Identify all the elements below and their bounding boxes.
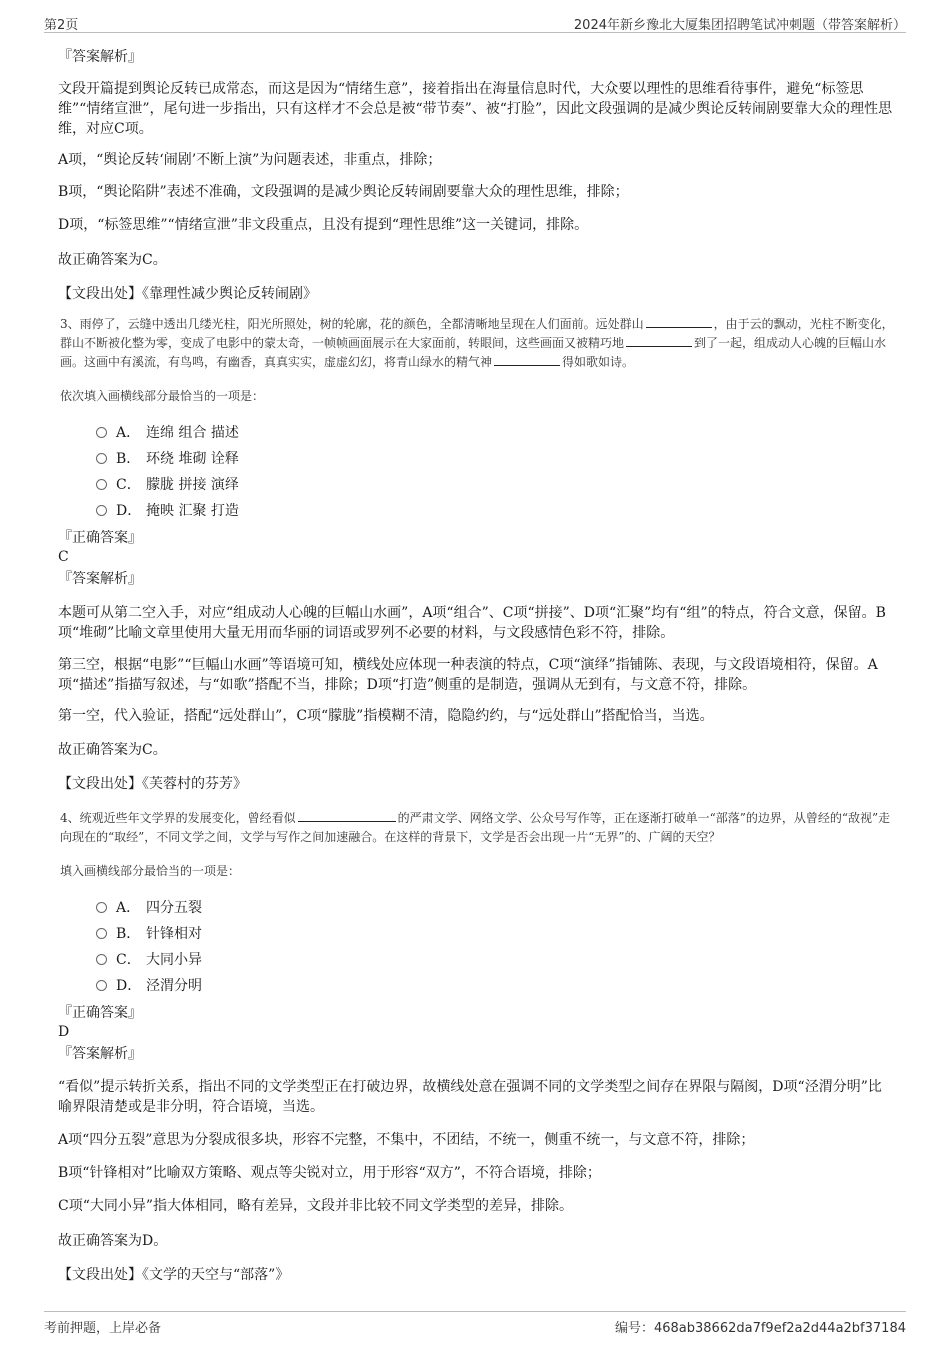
q3-blank-3 bbox=[494, 353, 560, 366]
q4-option-a[interactable]: A． 四分五裂 bbox=[96, 898, 202, 918]
radio-icon[interactable] bbox=[96, 427, 107, 438]
q3-analysis-label: 『答案解析』 bbox=[58, 571, 142, 587]
radio-icon[interactable] bbox=[96, 453, 107, 464]
document-title: 2024年新乡豫北大厦集团招聘笔试冲刺题（带答案解析） bbox=[573, 18, 906, 33]
q2-source: 【文段出处】《靠理性减少舆论反转闹剧》 bbox=[58, 286, 317, 302]
page-header bbox=[44, 12, 906, 33]
document-id: 编号：468ab38662da7f9ef2a2d44a2bf37184 bbox=[614, 1321, 906, 1336]
q3-answer: C bbox=[58, 549, 69, 565]
q2-analysis-para2: A项，“舆论反转‘闹剧’不断上演”为问题表述，非重点，排除； bbox=[58, 152, 442, 168]
q4-conclusion: 故正确答案为D。 bbox=[58, 1233, 168, 1249]
q4-source: 【文段出处】《文学的天空与“部落”》 bbox=[58, 1267, 290, 1283]
q2-analysis-label: 『答案解析』 bbox=[58, 49, 142, 65]
radio-icon[interactable] bbox=[96, 954, 107, 965]
radio-icon[interactable] bbox=[96, 980, 107, 991]
q4-stem: 4、统观近些年文学界的发展变化，曾经看似 的严肃文学、网络文学、公众号写作等，正在逐渐打破单一“部落”的边界，从曾经的“敌视”走向现在的“取经”，不同文学之间，文学与写作之间加速融合。在这样的背景下，文学是否会出现一片“无界”的、广阔的天空？ bbox=[60, 811, 891, 844]
q3-stem: 3、雨停了，云缝中透出几缕光柱，阳光所照处，树的轮廓，花的颜色，全都清晰地呈现在人们面前。远处群山 ，由于云的飘动，光柱不断变化，群山不断被化整为零，变成了电影中的蒙太奇，一帧帧画面展示在大家面前，转眼间，这些画面又被精巧地 到了一起，组成动人心魄的巨幅山水画。这画中有溪流，有鸟鸣，有幽香，真真实实，虚虚幻幻，将青山绿水的精气神 得如歌如诗。 bbox=[60, 317, 894, 369]
radio-icon[interactable] bbox=[96, 902, 107, 913]
q3-option-b[interactable]: B． 环绕 堆砌 诠释 bbox=[96, 449, 239, 469]
q4-answer: D bbox=[58, 1024, 70, 1040]
q2-analysis-para4: D项，“标签思维”“情绪宣泄”非文段重点，且没有提到“理性思维”这一关键词，排除。 bbox=[58, 217, 589, 233]
q3-option-d[interactable]: D． 掩映 汇聚 打造 bbox=[96, 501, 239, 521]
q4-answer-label: 『正确答案』 bbox=[58, 1005, 142, 1021]
q4-analysis-para4: C项“大同小异”指大体相同，略有差异，文段并非比较不同文学类型的差异，排除。 bbox=[58, 1198, 574, 1214]
q3-option-c[interactable]: C． 朦胧 拼接 演绎 bbox=[96, 475, 239, 495]
radio-icon[interactable] bbox=[96, 928, 107, 939]
footer-slogan: 考前押题，上岸必备 bbox=[44, 1321, 162, 1336]
radio-icon[interactable] bbox=[96, 479, 107, 490]
q4-analysis-para2: A项“四分五裂”意思为分裂成很多块，形容不完整，不集中，不团结，不统一，侧重不统一，与文意不符，排除； bbox=[58, 1132, 755, 1148]
q4-blank bbox=[298, 809, 396, 822]
q2-analysis-para1: 文段开篇提到舆论反转已成常态，而这是因为“情绪生意”，接着指出在海量信息时代，大众要以理性的思维看待事件，避免“标签思维”“情绪宣泄”，尾句进一步指出，只有这样才不会总是被“带节奏”、被“打脸”，因此文段强调的是减少舆论反转闹剧要靠大众的理性思维，对应C项。 bbox=[58, 81, 893, 137]
q4-option-b[interactable]: B． 针锋相对 bbox=[96, 924, 202, 944]
q3-conclusion: 故正确答案为C。 bbox=[58, 742, 167, 758]
q2-conclusion: 故正确答案为C。 bbox=[58, 252, 167, 268]
page-footer bbox=[44, 1311, 906, 1336]
q4-prompt: 填入画横线部分最恰当的一项是： bbox=[60, 864, 241, 878]
q3-analysis-para1: 本题可从第二空入手，对应“组成动人心魄的巨幅山水画”，A项“组合”、C项“拼接”、D项“汇聚”均有“组”的特点，符合文意，保留。B项“堆砌”比喻文章里使用大量无用而华丽的词语或罗列不必要的材料，与文段感情色彩不符，排除。 bbox=[58, 605, 886, 641]
q3-option-a[interactable]: A． 连绵 组合 描述 bbox=[96, 423, 239, 443]
page-number: 第2页 bbox=[44, 18, 79, 33]
q3-analysis-para2: 第三空，根据“电影”“巨幅山水画”等语境可知，横线处应体现一种表演的特点，C项“演绎”指铺陈、表现，与文段语境相符，保留。A项“描述”指描写叙述，与“如歌”搭配不当，排除；D项“打造”侧重的是制造，强调从无到有，与文意不符，排除。 bbox=[58, 657, 878, 693]
q3-analysis-para3: 第一空，代入验证，搭配“远处群山”，C项“朦胧”指模糊不清，隐隐约约，与“远处群山”搭配恰当，当选。 bbox=[58, 708, 714, 724]
q4-option-d[interactable]: D． 泾渭分明 bbox=[96, 976, 202, 996]
q4-analysis-para1: “看似”提示转折关系，指出不同的文学类型正在打破边界，故横线处意在强调不同的文学类型之间存在界限与隔阂，D项“泾渭分明”比喻界限清楚或是非分明，符合语境，当选。 bbox=[58, 1079, 882, 1115]
q2-analysis-para3: B项，“舆论陷阱”表述不准确，文段强调的是减少舆论反转闹剧要靠大众的理性思维，排除； bbox=[58, 184, 629, 200]
q3-answer-label: 『正确答案』 bbox=[58, 530, 142, 546]
radio-icon[interactable] bbox=[96, 505, 107, 516]
q3-blank-1 bbox=[646, 315, 712, 328]
q4-analysis-para3: B项“针锋相对”比喻双方策略、观点等尖锐对立，用于形容“双方”，不符合语境，排除； bbox=[58, 1165, 601, 1181]
q3-source: 【文段出处】《芙蓉村的芬芳》 bbox=[58, 776, 247, 792]
q3-prompt: 依次填入画横线部分最恰当的一项是： bbox=[60, 389, 265, 403]
q3-blank-2 bbox=[626, 334, 692, 347]
q4-option-c[interactable]: C． 大同小异 bbox=[96, 950, 202, 970]
q4-analysis-label: 『答案解析』 bbox=[58, 1046, 142, 1062]
